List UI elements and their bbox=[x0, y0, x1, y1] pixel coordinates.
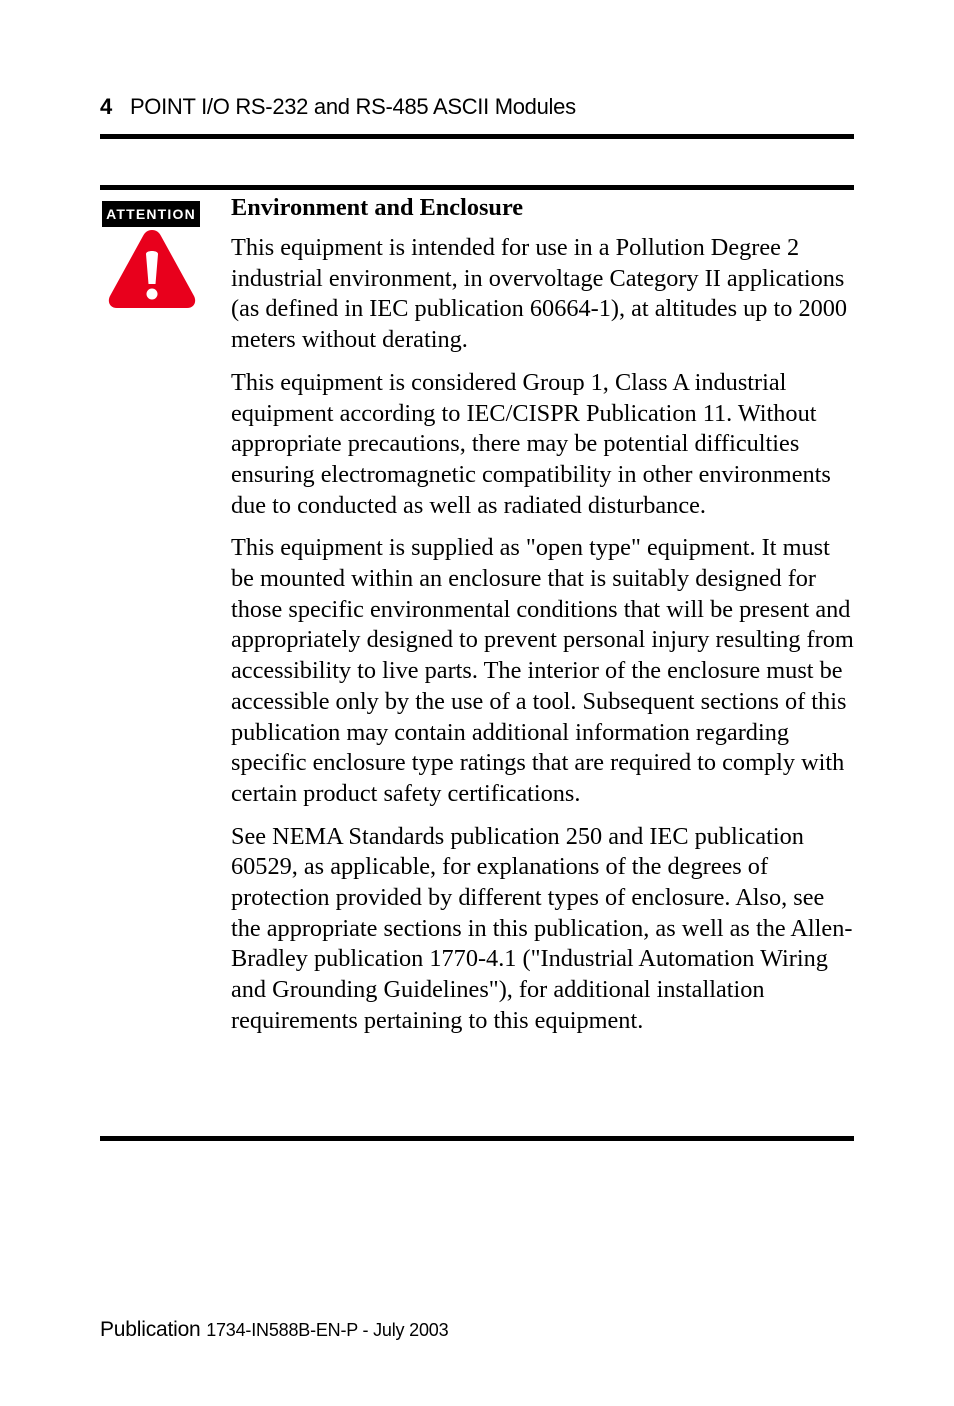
page-header bbox=[100, 94, 854, 120]
warning-triangle-icon bbox=[106, 226, 198, 312]
document-title: POINT I/O RS-232 and RS-485 ASCII Modules bbox=[129, 94, 576, 119]
paragraph-emc-class: This equipment is considered Group 1, Class A industrial equipment according to IEC/CISPR Publication 11. Without appropriate precautions, there may be potential difficulties ensuring electromagnetic compatibility in other environments due to conducted as well as radiated disturbance. bbox=[231, 368, 831, 519]
page-number: 4 bbox=[100, 94, 112, 119]
attention-heading: Environment and Enclosure bbox=[231, 194, 524, 221]
attention-box-top-rule bbox=[100, 185, 854, 190]
publication-number: 1734-IN588B-EN-P - July 2003 bbox=[206, 1320, 449, 1340]
paragraph-pollution-degree: This equipment is intended for use in a Pollution Degree 2 industrial environment, in overvoltage Category II applications (as defined in IEC publication 60664-1), at altitudes up to 2000 meters without derating. bbox=[231, 234, 848, 354]
header-rule bbox=[100, 134, 854, 139]
paragraph-open-type: This equipment is supplied as "open type" equipment. It must be mounted within an enclosure that is suitably designed for those specific environmental conditions that will be present and appropriately designed to prevent personal injury resulting from accessibility to live parts. The interior of the enclosure must be accessible only by the use of a tool. Subsequent sections of this publication may contain additional information regarding specific enclosure type ratings that are required to comply with certain product safety certifications. bbox=[231, 534, 854, 807]
page-footer bbox=[100, 1318, 448, 1342]
paragraph-nema-standards: See NEMA Standards publication 250 and IEC publication 60529, as applicable, for explanations of the degrees of protection provided by different types of enclosure. Also, see the appropriate sections in this publication, as well as the Allen-Bradley publication 1770-4.1 ("Industrial Automation Wiring and Grounding Guidelines"), for additional installation requirements pertaining to this equipment. bbox=[231, 822, 853, 1034]
attention-box-bottom-rule bbox=[100, 1136, 854, 1141]
attention-label: ATTENTION bbox=[102, 201, 200, 227]
footer-label: Publication bbox=[100, 1318, 201, 1341]
attention-content bbox=[231, 193, 856, 1049]
